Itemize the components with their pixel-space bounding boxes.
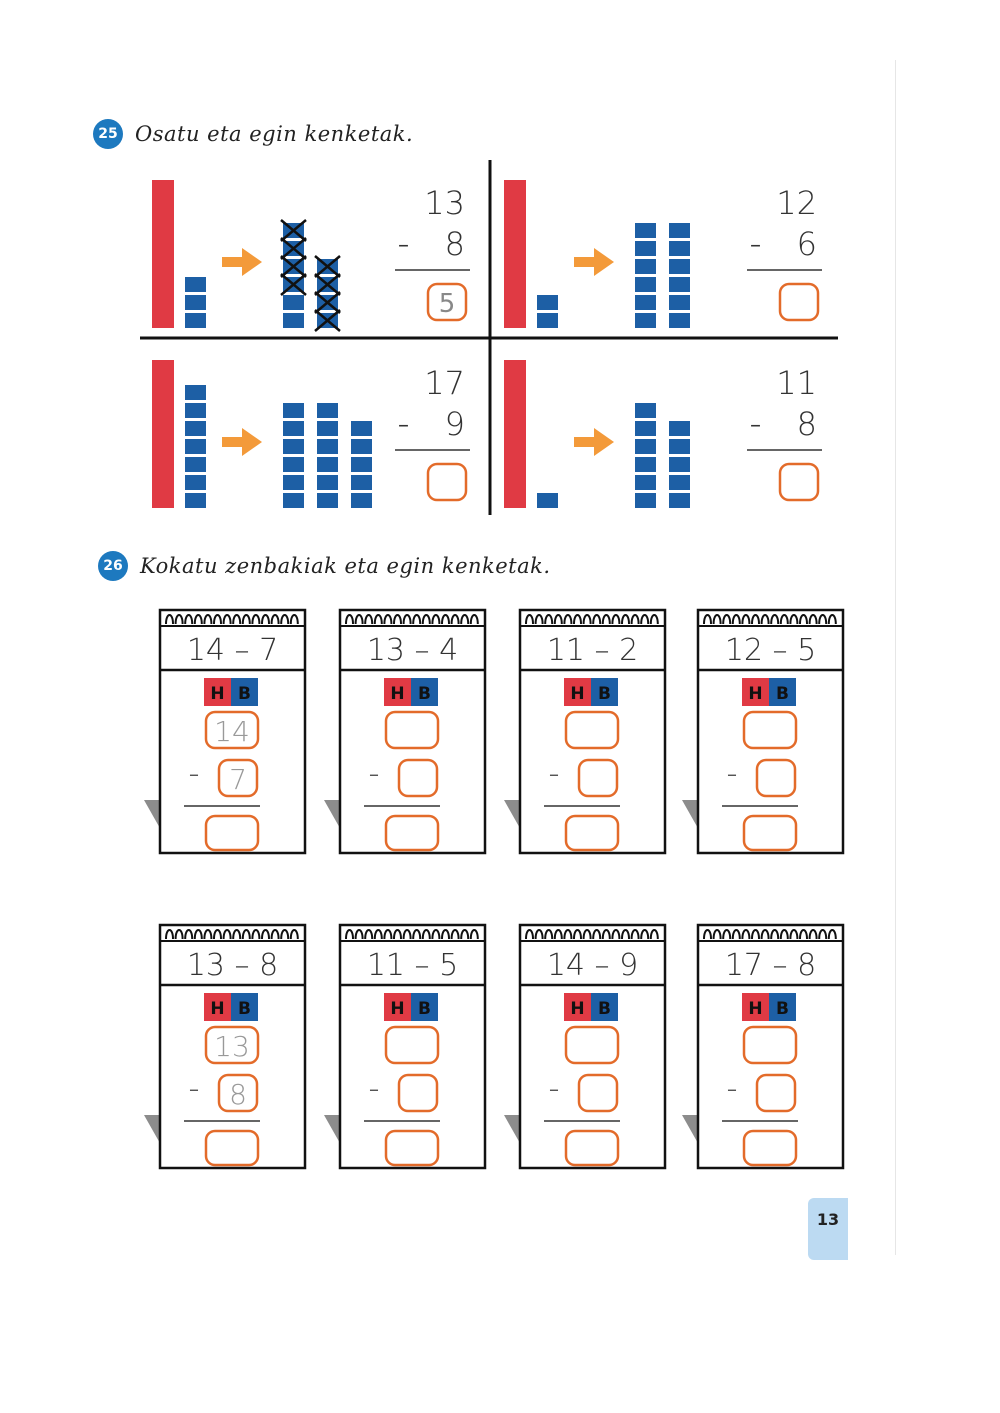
- answer-box: [780, 464, 818, 500]
- minuend-box: [566, 712, 618, 748]
- unit-cube-block: [283, 421, 304, 436]
- minuend: 17: [424, 364, 465, 402]
- unit-cube-block: [669, 313, 690, 328]
- arrow-head: [242, 428, 262, 456]
- unit-cube-block: [635, 421, 656, 436]
- calendar-card: [324, 925, 485, 1168]
- answer-box: [206, 816, 258, 850]
- unit-cube-block: [635, 241, 656, 256]
- tens-header-label: H: [570, 684, 585, 704]
- unit-cube-block: [351, 457, 372, 472]
- subtraction-problem: [504, 180, 822, 328]
- subtrahend-box: [579, 760, 617, 796]
- subtrahend: 8: [796, 405, 817, 443]
- unit-cube-block: [669, 475, 690, 490]
- calendar-card: [682, 925, 843, 1168]
- unit-cube-block: [635, 259, 656, 274]
- unit-cube-block: [635, 457, 656, 472]
- unit-cube-block: [317, 475, 338, 490]
- arrow-head: [594, 428, 614, 456]
- unit-cube-block: [351, 421, 372, 436]
- exercise-number-badge: 26: [98, 551, 128, 581]
- subtrahend-value: 7: [229, 763, 247, 796]
- unit-cube-block: [185, 457, 206, 472]
- minus-sign: –: [369, 762, 379, 786]
- subtraction-problem: [152, 360, 470, 508]
- unit-cube-block: [283, 403, 304, 418]
- subtraction-expression: 11 – 5: [366, 948, 459, 983]
- unit-cube-block: [537, 313, 558, 328]
- calendar-card: [324, 610, 485, 853]
- unit-cube-block: [283, 475, 304, 490]
- unit-cube-block: [351, 493, 372, 508]
- units-header-label: B: [418, 999, 431, 1019]
- unit-cube-block: [669, 295, 690, 310]
- subtrahend-box: [757, 1075, 795, 1111]
- units-header-label: B: [776, 999, 789, 1019]
- arrow-shaft: [222, 257, 244, 267]
- answer-box: [566, 1131, 618, 1165]
- units-header-label: B: [238, 684, 251, 704]
- arrow-head: [242, 248, 262, 276]
- answer-box: [744, 816, 796, 850]
- minus-sign: –: [189, 1077, 199, 1101]
- exercise-25-grid: [0, 0, 1000, 530]
- unit-cube-block: [669, 493, 690, 508]
- unit-cube-block: [669, 277, 690, 292]
- answer-box: [566, 816, 618, 850]
- unit-cube-block: [669, 259, 690, 274]
- minus-sign: –: [727, 762, 737, 786]
- unit-cube-block: [185, 295, 206, 310]
- subtrahend: 9: [444, 405, 465, 443]
- unit-cube-block: [185, 475, 206, 490]
- subtrahend: 6: [796, 225, 817, 263]
- unit-cube-block: [635, 313, 656, 328]
- subtrahend-value: 8: [229, 1078, 247, 1111]
- tens-header-label: H: [748, 684, 763, 704]
- minuend-value: 13: [214, 1030, 250, 1063]
- subtrahend-box: [757, 760, 795, 796]
- exercise-26-header: [98, 551, 551, 581]
- unit-cube-block: [317, 457, 338, 472]
- page-number-tab: [808, 1198, 848, 1260]
- unit-cube-block: [283, 439, 304, 454]
- subtraction-expression: 14 – 9: [546, 948, 639, 983]
- ten-rod-block: [504, 180, 526, 328]
- unit-cube-block: [635, 295, 656, 310]
- units-header-label: B: [598, 999, 611, 1019]
- unit-cube-block: [185, 403, 206, 418]
- calendar-card: [504, 610, 665, 853]
- minuend: 13: [424, 184, 465, 222]
- unit-cube-block: [283, 295, 304, 310]
- subtraction-expression: 17 – 8: [724, 948, 817, 983]
- minus-sign: –: [549, 1077, 559, 1101]
- calendar-card: [144, 610, 305, 853]
- unit-cube-block: [283, 493, 304, 508]
- arrow-shaft: [574, 257, 596, 267]
- minuend-box: [386, 712, 438, 748]
- subtrahend-box: [399, 760, 437, 796]
- tens-header-label: H: [390, 999, 405, 1019]
- subtraction-problem: [152, 180, 470, 331]
- units-header-label: B: [598, 684, 611, 704]
- exercise-instruction: Osatu eta egin kenketak.: [135, 122, 414, 146]
- tens-header-label: H: [748, 999, 763, 1019]
- ten-rod-block: [152, 180, 174, 328]
- unit-cube-block: [635, 475, 656, 490]
- minuend: 11: [776, 364, 817, 402]
- minuend-box: [744, 712, 796, 748]
- subtraction-expression: 13 – 4: [366, 633, 459, 668]
- answer-box: [744, 1131, 796, 1165]
- answer-box: [428, 464, 466, 500]
- unit-cube-block: [537, 493, 558, 508]
- unit-cube-block: [185, 421, 206, 436]
- minus-sign: –: [750, 413, 761, 438]
- minuend-box: [744, 1027, 796, 1063]
- calendar-card: [682, 610, 843, 853]
- tens-header-label: H: [390, 684, 405, 704]
- unit-cube-block: [635, 277, 656, 292]
- unit-cube-block: [317, 421, 338, 436]
- unit-cube-block: [185, 277, 206, 292]
- unit-cube-block: [283, 313, 304, 328]
- page-number: 13: [816, 1210, 840, 1229]
- unit-cube-block: [635, 493, 656, 508]
- unit-cube-block: [317, 493, 338, 508]
- unit-cube-block: [283, 457, 304, 472]
- exercise-26-cards: [0, 590, 1000, 1190]
- arrow-right-icon: [222, 428, 262, 456]
- exercise-instruction: Kokatu zenbakiak eta egin kenketak.: [140, 554, 551, 578]
- arrow-right-icon: [574, 248, 614, 276]
- units-header-label: B: [238, 999, 251, 1019]
- units-header-label: B: [776, 684, 789, 704]
- answer-box: [206, 1131, 258, 1165]
- subtraction-expression: 11 – 2: [546, 633, 639, 668]
- tens-header-label: H: [210, 999, 225, 1019]
- unit-cube-block: [317, 439, 338, 454]
- unit-cube-block: [317, 403, 338, 418]
- unit-cube-block: [185, 313, 206, 328]
- subtrahend: 8: [444, 225, 465, 263]
- arrow-shaft: [222, 437, 244, 447]
- arrow-head: [594, 248, 614, 276]
- calendar-card: [144, 925, 305, 1168]
- subtraction-problem: [504, 360, 822, 508]
- minuend-box: [386, 1027, 438, 1063]
- answer-box: [386, 1131, 438, 1165]
- tens-header-label: H: [210, 684, 225, 704]
- answer-box: [386, 816, 438, 850]
- unit-cube-block: [185, 493, 206, 508]
- unit-cube-block: [635, 403, 656, 418]
- calendar-card: [504, 925, 665, 1168]
- arrow-right-icon: [574, 428, 614, 456]
- minus-sign: –: [549, 762, 559, 786]
- unit-cube-block: [669, 241, 690, 256]
- minus-sign: –: [189, 762, 199, 786]
- unit-cube-block: [669, 223, 690, 238]
- unit-cube-block: [635, 439, 656, 454]
- minus-sign: –: [727, 1077, 737, 1101]
- subtraction-expression: 12 – 5: [724, 633, 817, 668]
- unit-cube-block: [351, 475, 372, 490]
- minuend-box: [566, 1027, 618, 1063]
- unit-cube-block: [669, 457, 690, 472]
- answer-box: [780, 284, 818, 320]
- subtrahend-box: [579, 1075, 617, 1111]
- unit-cube-block: [351, 439, 372, 454]
- subtraction-expression: 13 – 8: [186, 948, 279, 983]
- unit-cube-block: [537, 295, 558, 310]
- arrow-right-icon: [222, 248, 262, 276]
- minus-sign: –: [750, 233, 761, 258]
- tens-header-label: H: [570, 999, 585, 1019]
- unit-cube-block: [635, 223, 656, 238]
- unit-cube-block: [185, 439, 206, 454]
- answer-value: 5: [438, 289, 456, 319]
- subtraction-expression: 14 – 7: [186, 633, 279, 668]
- unit-cube-block: [669, 439, 690, 454]
- minus-sign: –: [398, 233, 409, 258]
- minuend-value: 14: [214, 715, 250, 748]
- ten-rod-block: [152, 360, 174, 508]
- minus-sign: –: [398, 413, 409, 438]
- unit-cube-block: [669, 421, 690, 436]
- minus-sign: –: [369, 1077, 379, 1101]
- exercise-number-badge: 25: [93, 119, 123, 149]
- units-header-label: B: [418, 684, 431, 704]
- ten-rod-block: [504, 360, 526, 508]
- unit-cube-block: [185, 385, 206, 400]
- minuend: 12: [776, 184, 817, 222]
- arrow-shaft: [574, 437, 596, 447]
- subtrahend-box: [399, 1075, 437, 1111]
